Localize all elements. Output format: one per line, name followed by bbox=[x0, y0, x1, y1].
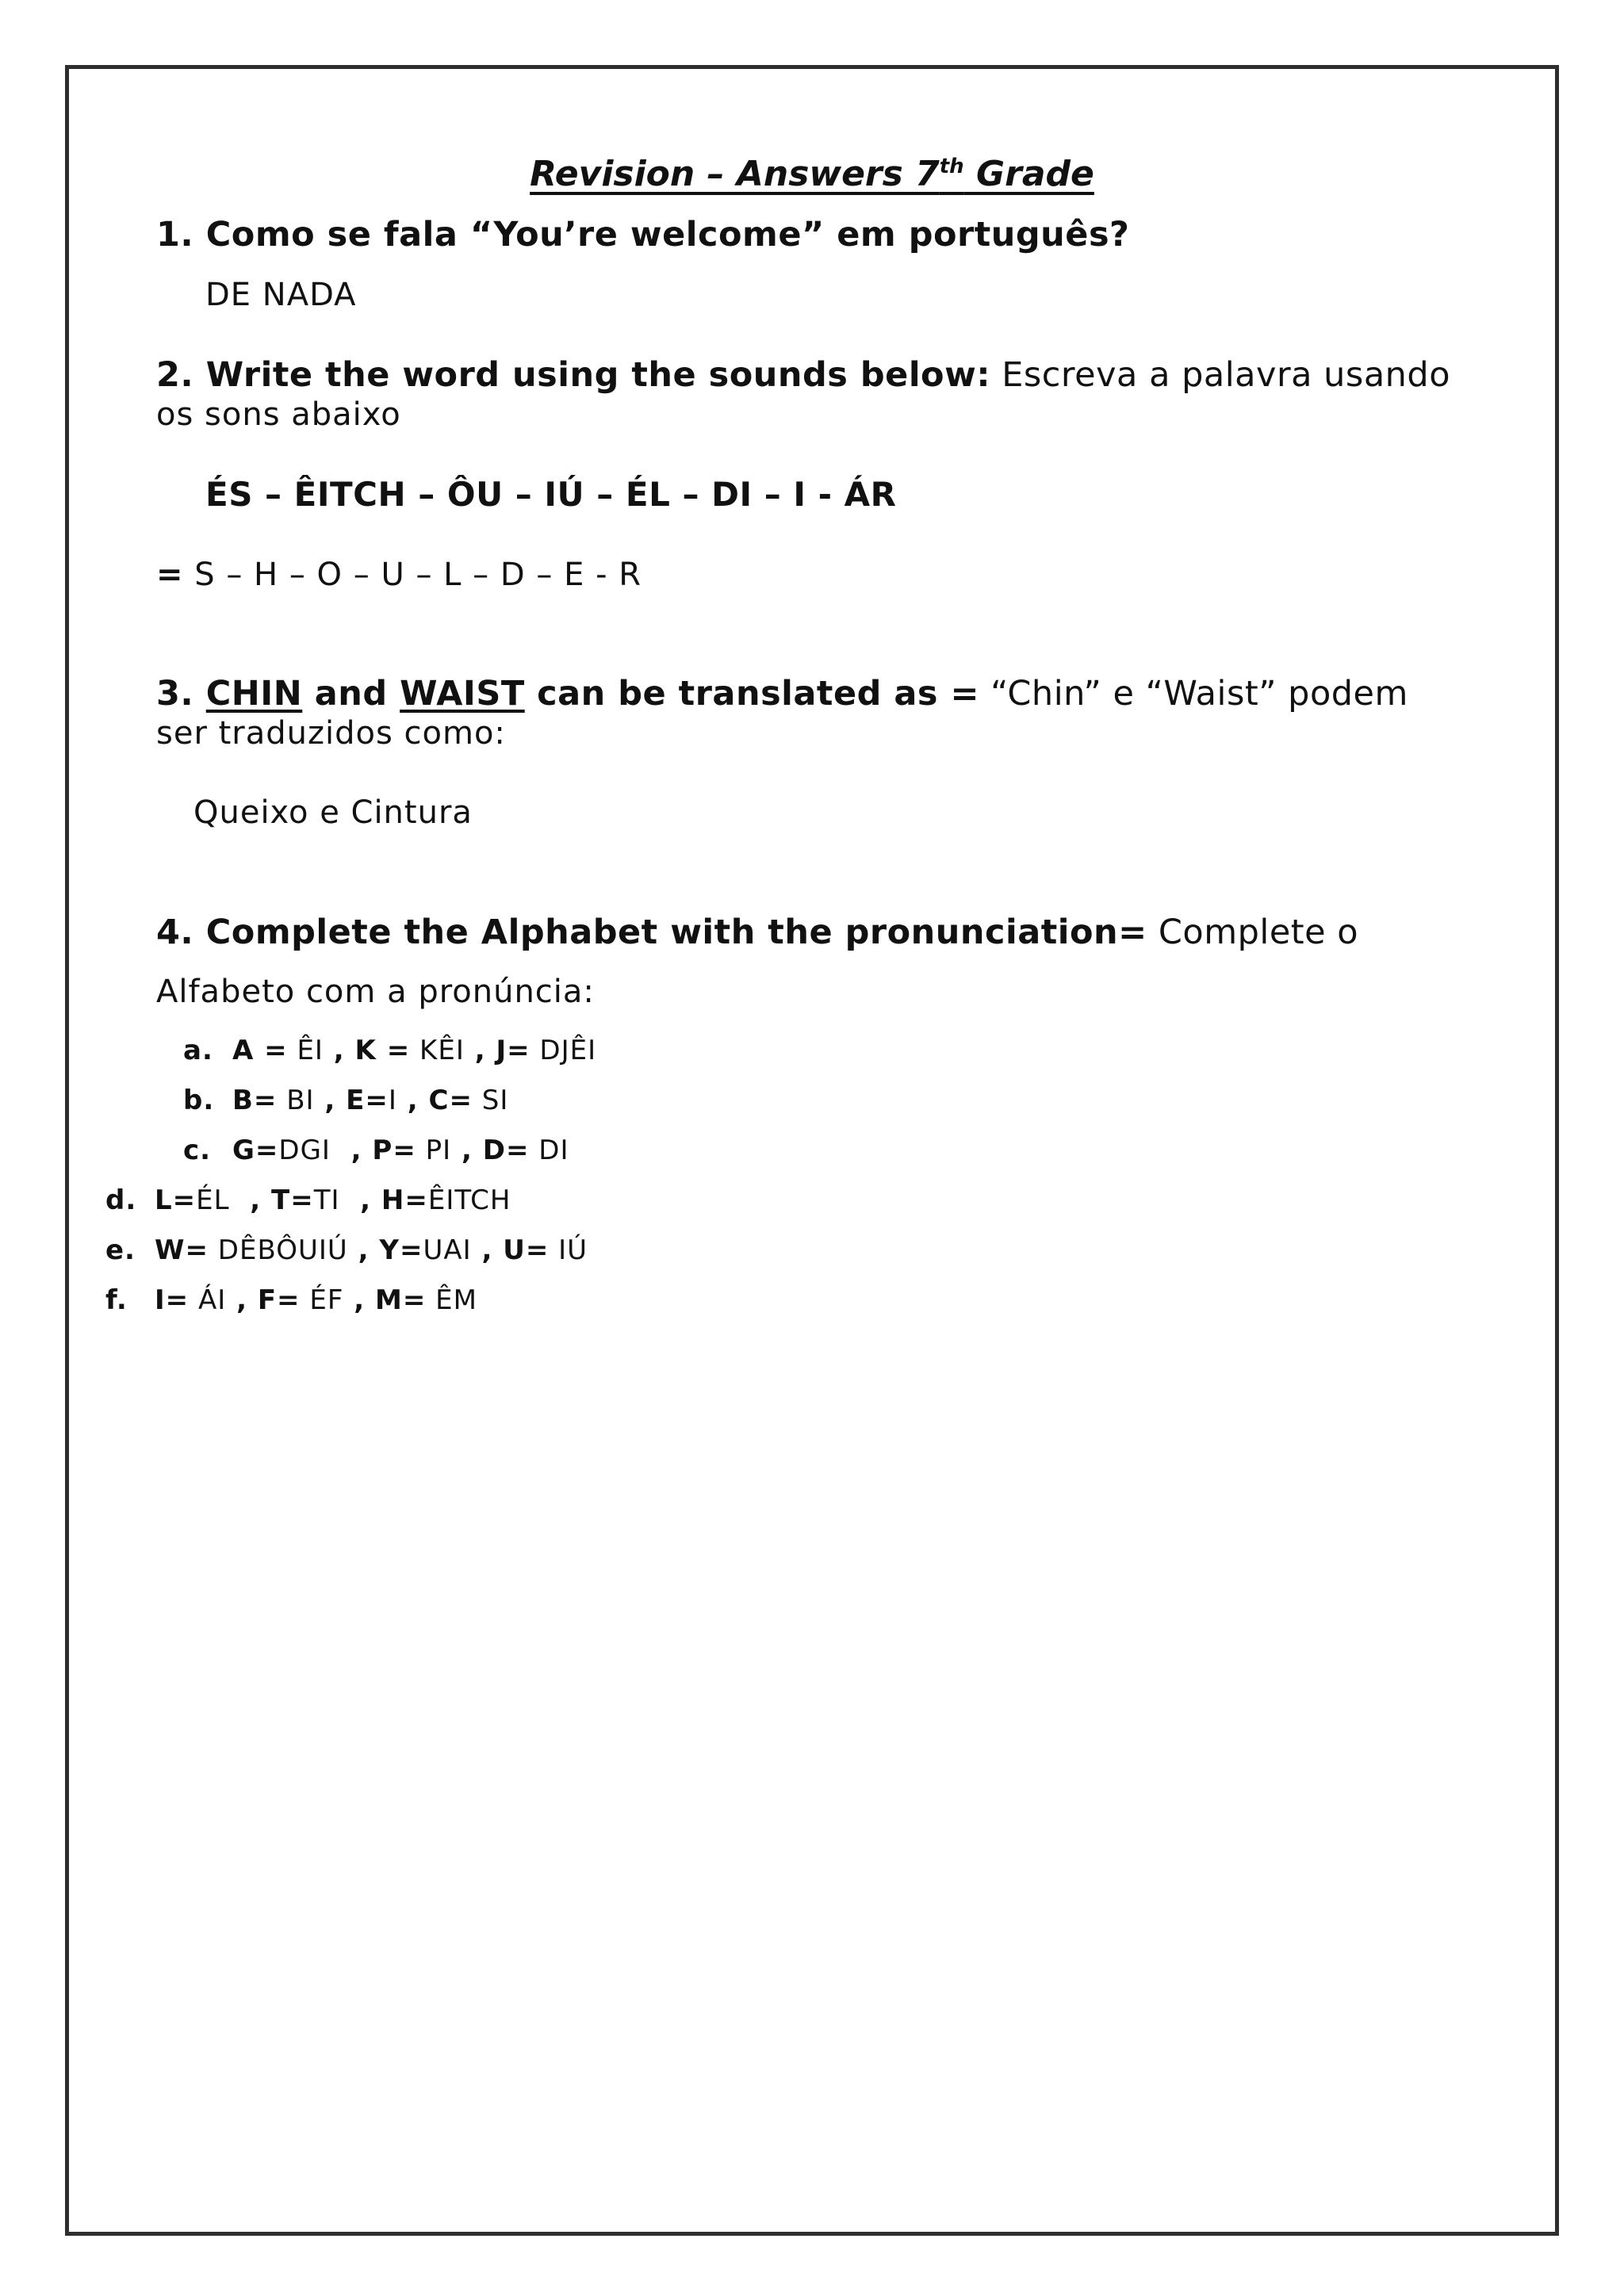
alphabet-item-e: e. W= DÊBÔUIÚ , Y=UAI , U= IÚ bbox=[105, 1234, 588, 1266]
question-3: 3. CHIN and WAIST can be translated as = “Chin” e “Waist” podem bbox=[156, 674, 1408, 714]
page-title: Revision – Answers 7th Grade bbox=[530, 154, 1094, 194]
question-1: 1. Como se fala “You’re welcome” em português? bbox=[156, 215, 1130, 254]
question-4: 4. Complete the Alphabet with the pronunciation= Complete o bbox=[156, 913, 1359, 952]
question-2: 2. Write the word using the sounds below: Escreva a palavra usando bbox=[156, 355, 1451, 395]
question-4-line2: Alfabeto com a pronúncia: bbox=[156, 974, 595, 1010]
answer-3: Queixo e Cintura bbox=[193, 794, 473, 831]
alphabet-item-d: d. L=ÉL , T=TI , H=ÊITCH bbox=[105, 1184, 511, 1216]
question-3-line2: ser traduzidos como: bbox=[156, 715, 506, 752]
answer-2: = S – H – O – U – L – D – E - R bbox=[156, 557, 642, 593]
alphabet-item-a: a. A = ÊI , K = KÊI , J= DJÊI bbox=[183, 1035, 597, 1066]
alphabet-item-b: b. B= BI , E=I , C= SI bbox=[183, 1085, 509, 1116]
alphabet-item-f: f. I= ÁI , F= ÉF , M= ÊM bbox=[105, 1284, 477, 1316]
alphabet-item-c: c. G=DGI , P= PI , D= DI bbox=[183, 1135, 569, 1166]
answer-1: DE NADA bbox=[205, 277, 357, 313]
sounds-sequence: ÉS – ÊITCH – ÔU – IÚ – ÉL – DI – I - ÁR bbox=[205, 475, 897, 514]
question-2-line2: os sons abaixo bbox=[156, 396, 401, 433]
